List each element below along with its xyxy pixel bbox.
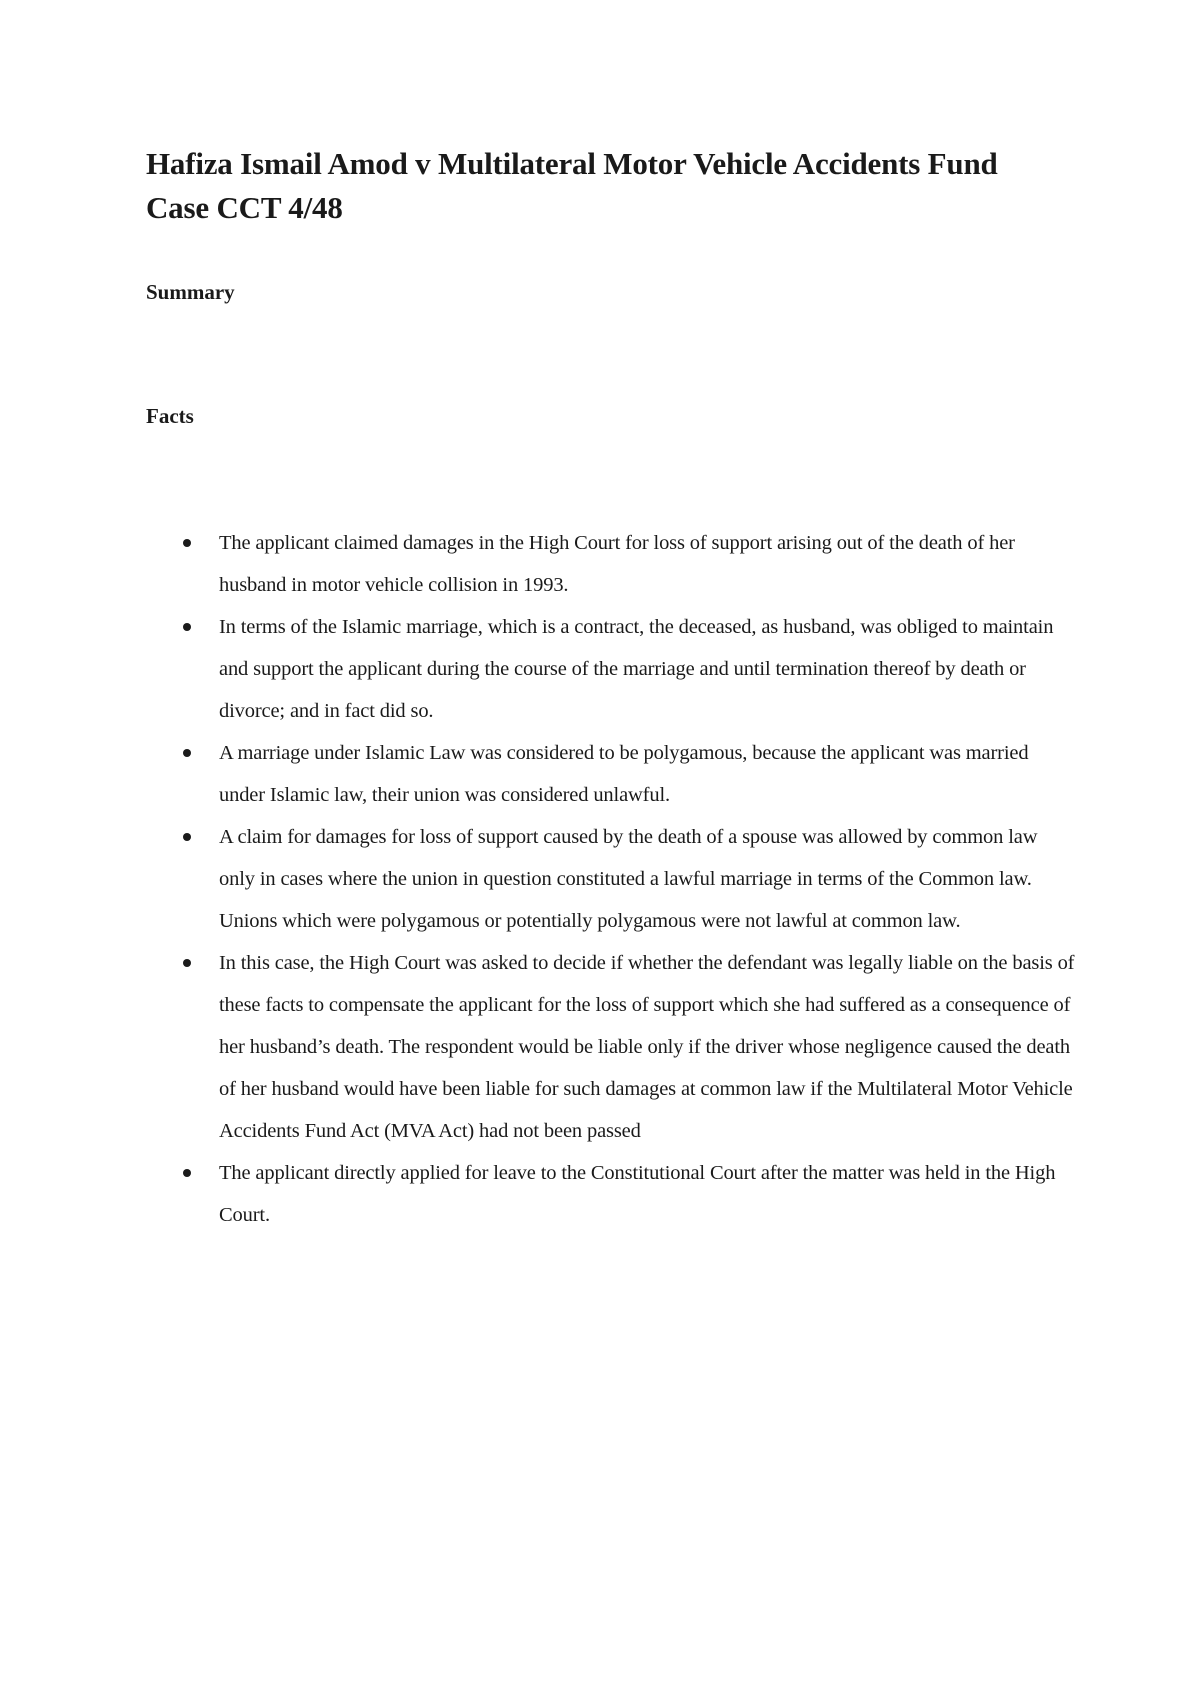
fact-item-6 bbox=[146, 1152, 1076, 1236]
fact-text: A marriage under Islamic Law was considered to be polygamous, because the applicant was married under Islamic law, their union was considered unlawful. bbox=[219, 742, 1029, 806]
bullet-icon bbox=[183, 959, 191, 967]
bullet-icon bbox=[183, 1169, 191, 1177]
fact-text: In terms of the Islamic marriage, which is a contract, the deceased, as husband, was obliged to maintain and support the applicant during the course of the marriage and until termination thereof by death or divorce; and in fact did so. bbox=[219, 616, 1054, 722]
fact-item-5 bbox=[146, 942, 1076, 1152]
fact-text: The applicant directly applied for leave to the Constitutional Court after the matter was held in the High Court. bbox=[219, 1162, 1056, 1226]
fact-item-4 bbox=[146, 816, 1076, 942]
fact-item-1 bbox=[146, 522, 1076, 606]
bullet-icon bbox=[183, 833, 191, 841]
fact-text: In this case, the High Court was asked to decide if whether the defendant was legally liable on the basis of these facts to compensate the applicant for the loss of support which she had suffered as a consequence of her husband’s death. The respondent would be liable only if the driver whose negligence caused the death of her husband would have been liable for such damages at common law if the Multilateral Motor Vehicle Accidents Fund Act (MVA Act) had not been passed bbox=[219, 952, 1075, 1142]
fact-text: The applicant claimed damages in the High Court for loss of support arising out of the death of her husband in motor vehicle collision in 1993. bbox=[219, 532, 1015, 596]
facts-heading: Facts bbox=[146, 404, 194, 428]
fact-item-2 bbox=[146, 606, 1076, 732]
title-line-1: Hafiza Ismail Amod v Multilateral Motor Vehicle Accidents Fund bbox=[146, 146, 998, 181]
fact-item-3 bbox=[146, 732, 1076, 816]
summary-heading: Summary bbox=[146, 280, 235, 304]
bullet-icon bbox=[183, 749, 191, 757]
facts-list bbox=[146, 522, 1076, 1236]
fact-text: A claim for damages for loss of support caused by the death of a spouse was allowed by common law only in cases where the union in question constituted a lawful marriage in terms of the Common law. Unions which were polygamous or potentially polygamous were not lawful at common law. bbox=[219, 826, 1038, 932]
title-line-2: Case CCT 4/48 bbox=[146, 190, 343, 225]
bullet-icon bbox=[183, 623, 191, 631]
document-title bbox=[146, 142, 1086, 230]
bullet-icon bbox=[183, 539, 191, 547]
